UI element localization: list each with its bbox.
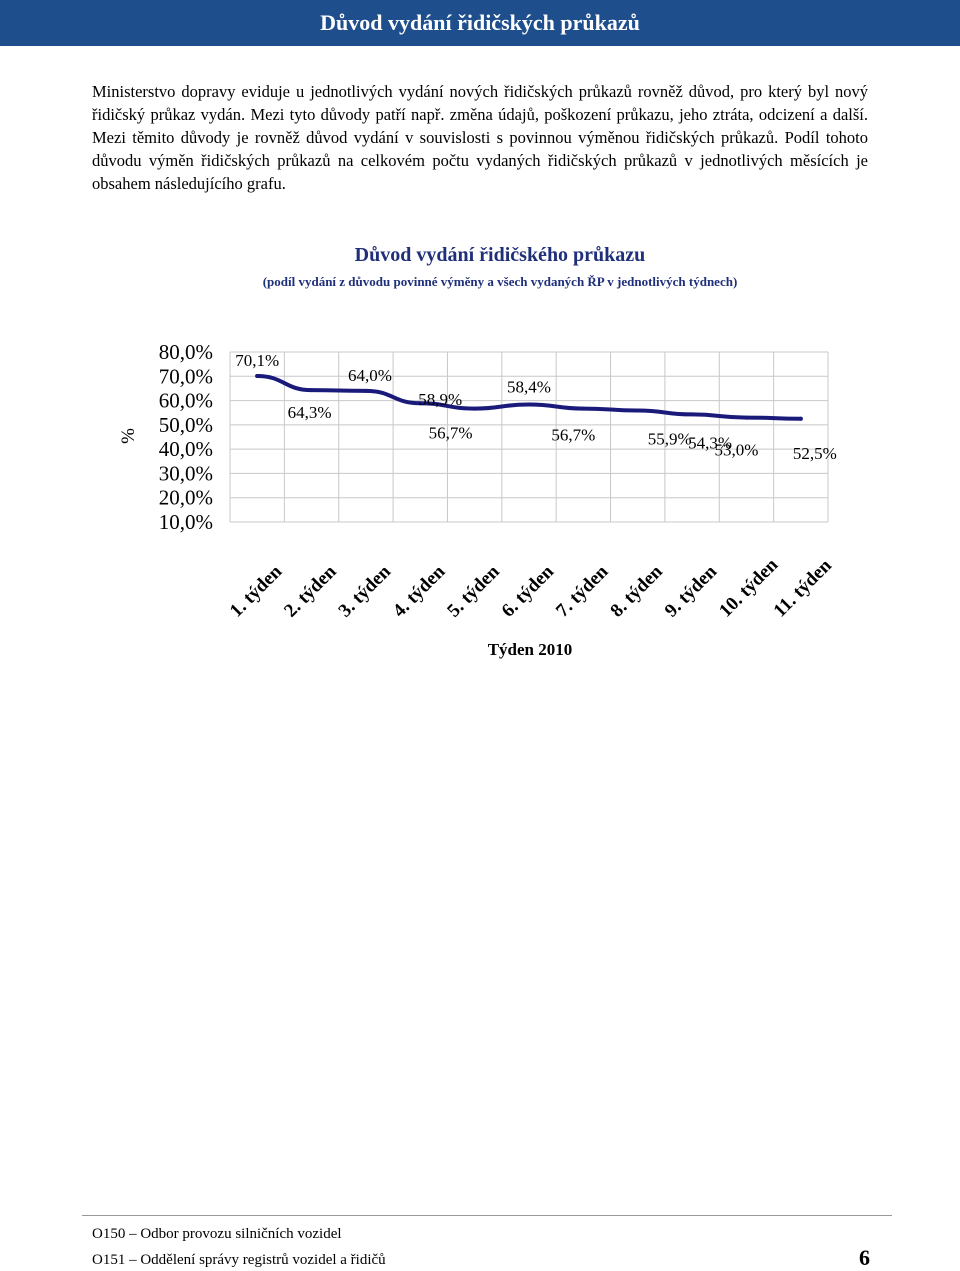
x-tick-label: 3. týden — [334, 561, 395, 622]
page-title: Důvod vydání řidičských průkazů — [320, 10, 640, 35]
x-tick-label: 4. týden — [388, 561, 450, 622]
x-tick-label: 8. týden — [606, 561, 667, 622]
y-tick-label: 50,0% — [158, 412, 213, 437]
footer-divider — [82, 1215, 892, 1216]
x-tick-label: 6. týden — [497, 561, 559, 622]
data-point — [473, 407, 477, 411]
data-point — [690, 412, 694, 416]
line-chart — [0, 300, 960, 680]
footer-department: O150 – Odbor provozu silničních vozidel — [92, 1226, 342, 1242]
x-tick-label: 2. týden — [280, 561, 341, 622]
x-tick-label: 9. týden — [660, 561, 722, 622]
y-axis-title: % — [118, 428, 139, 444]
chart-subtitle: (podíl vydání z důvodu povinné výměny a všech vydaných ŘP v jednotlivých týdnech) — [262, 274, 738, 289]
data-label: 53,0% — [714, 440, 759, 460]
data-label: 52,5% — [792, 443, 837, 463]
y-tick-label: 80,0% — [158, 340, 213, 364]
data-point — [310, 388, 314, 392]
y-tick-label: 60,0% — [158, 388, 213, 413]
data-point — [364, 389, 368, 393]
y-tick-label: 10,0% — [158, 510, 213, 534]
y-tick-label: 20,0% — [158, 485, 213, 510]
data-point — [744, 416, 748, 420]
x-tick-label: 11. týden — [769, 555, 836, 622]
x-axis-title: Týden 2010 — [487, 640, 573, 659]
data-point — [255, 374, 259, 378]
chart-title: Důvod vydání řidičského průkazu — [354, 244, 646, 266]
data-label: 58,9% — [418, 390, 463, 410]
intro-paragraph: Ministerstvo dopravy eviduje u jednotlivých vydání nových řidičských průkazů rovněž důvod, pro který byl nový řidičský průkaz vydán. Mezi tyto důvody patří např. změna údajů, poškození průkazu, jeho ztráta, odcizení a další. Mezi těmito důvody je rovněž důvod vydání v souvislosti s povinnou výměnou řidičských průkazů. Podíl tohoto důvodu výměn řidičských průkazů na celkovém počtu vydaných řidičských průkazů v jednotlivých měsících je obsahem následujícího grafu. — [92, 82, 868, 193]
data-label: 70,1% — [235, 351, 280, 371]
data-label: 64,0% — [347, 365, 392, 385]
data-label: 54,3% — [688, 433, 733, 453]
data-point — [799, 417, 803, 421]
data-point — [581, 407, 585, 411]
x-tick-label: 1. týden — [225, 561, 287, 622]
data-point — [636, 409, 640, 413]
data-label: 55,9% — [647, 429, 692, 449]
data-label: 58,4% — [507, 377, 551, 397]
data-label: 64,3% — [287, 403, 332, 423]
data-label: 56,7% — [428, 423, 473, 443]
y-tick-label: 30,0% — [158, 461, 213, 486]
footer-section: O151 – Oddělení správy registrů vozidel a řidičů — [92, 1252, 386, 1268]
y-tick-label: 70,0% — [158, 364, 213, 389]
x-tick-label: 7. týden — [552, 561, 613, 622]
x-tick-label: 5. týden — [443, 561, 504, 622]
x-tick-label: 10. týden — [715, 554, 783, 622]
y-tick-label: 40,0% — [158, 437, 213, 462]
data-point — [527, 402, 531, 406]
page-number: 6 — [859, 1245, 870, 1270]
header-bar — [0, 0, 960, 46]
data-label: 56,7% — [551, 425, 596, 445]
